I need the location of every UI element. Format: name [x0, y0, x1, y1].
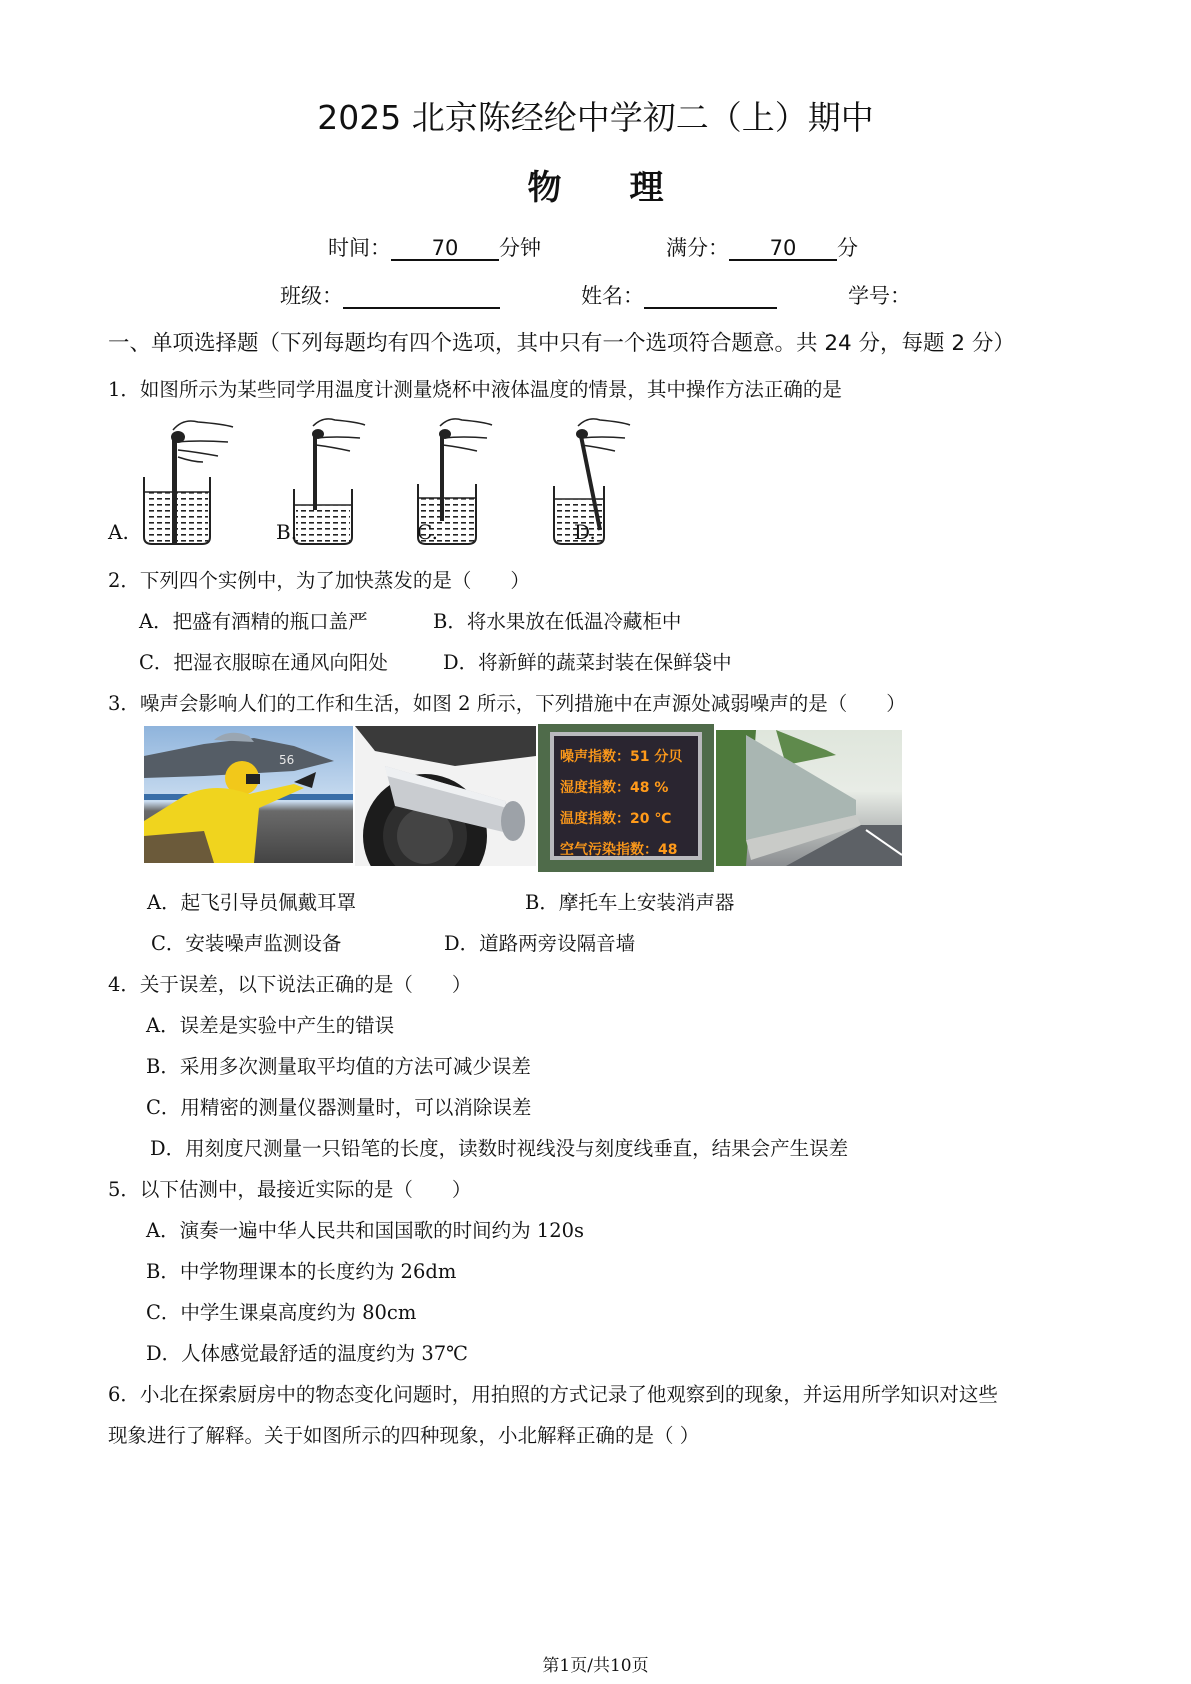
- option-label: A．: [147, 891, 181, 914]
- question-5: [108, 1174, 471, 1202]
- subject-char: 物: [527, 168, 562, 208]
- option-label: A．: [139, 610, 173, 633]
- question-2: [108, 565, 530, 593]
- option-text: 用刻度尺测量一只铅笔的长度，读数时视线没与刻度线垂直，结果会产生误差: [185, 1137, 849, 1160]
- id-field: [848, 280, 911, 310]
- option-text: 把湿衣服晾在通风向阳处: [173, 651, 388, 674]
- sound-barrier-icon: [716, 730, 902, 866]
- option-label: B．: [146, 1055, 180, 1078]
- question-number: 1．: [108, 378, 140, 401]
- question-text: 关于误差，以下说法正确的是（ ）: [139, 973, 472, 996]
- option-d[interactable]: [443, 647, 732, 675]
- question-number: 4．: [108, 973, 140, 996]
- jet-and-crew-icon: [144, 726, 353, 863]
- option-label: D．: [146, 1342, 182, 1365]
- name-label: 姓名：: [581, 284, 644, 308]
- figure-label-d: D.: [574, 520, 596, 544]
- option-a[interactable]: [139, 606, 368, 634]
- option-text: 用精密的测量仪器测量时，可以消除误差: [180, 1096, 532, 1119]
- subject-title: [0, 160, 1191, 209]
- question-text: 噪声会影响人们的工作和生活，如图 2 所示，下列措施中在声源处减弱噪声的是（ ）: [139, 692, 906, 715]
- option-label: D．: [150, 1137, 186, 1160]
- photo-sound-barrier: [716, 730, 902, 866]
- question-number: 5．: [108, 1178, 140, 1201]
- sign-air-quality: 空气污染指数：48: [560, 842, 678, 858]
- option-c[interactable]: [146, 1092, 531, 1120]
- exam-title: 2025 北京陈经纶中学初二（上）期中: [317, 98, 874, 137]
- question-3: [108, 688, 906, 716]
- question-6: [108, 1379, 998, 1407]
- thermometer-figure: [108, 412, 708, 547]
- option-text: 将新鲜的蔬菜封装在保鲜袋中: [478, 651, 732, 674]
- class-input[interactable]: [343, 285, 500, 309]
- question-number: 2．: [108, 569, 140, 592]
- question-text: 下列四个实例中，为了加快蒸发的是（ ）: [139, 569, 530, 592]
- photo-noise-monitor: [538, 724, 714, 872]
- name-input[interactable]: [644, 285, 777, 309]
- photo-flight-deck: [144, 726, 353, 863]
- question-text: 如图所示为某些同学用温度计测量烧杯中液体温度的情景，其中操作方法正确的是: [139, 378, 842, 401]
- question-number: 3．: [108, 692, 140, 715]
- option-label: C．: [151, 932, 186, 955]
- figure-label-c: C.: [417, 520, 438, 544]
- option-d[interactable]: [150, 1133, 848, 1161]
- class-field: [280, 280, 500, 310]
- option-text: 中学生课桌高度约为 80cm: [180, 1301, 417, 1324]
- option-text: 采用多次测量取平均值的方法可减少误差: [179, 1055, 531, 1078]
- option-label: B．: [525, 891, 559, 914]
- option-text: 人体感觉最舒适的温度约为 37℃: [181, 1342, 468, 1365]
- svg-text:56: 56: [279, 753, 295, 767]
- option-b[interactable]: [525, 887, 734, 915]
- score-value: 70: [729, 237, 837, 261]
- question-1: [108, 374, 842, 402]
- option-text: 把盛有酒精的瓶口盖严: [172, 610, 368, 633]
- option-b[interactable]: [433, 606, 681, 634]
- question-text-line1: 小北在探索厨房中的物态变化问题时，用拍照的方式记录了他观察到的现象，并运用所学知识对这些: [139, 1383, 998, 1406]
- option-text: 摩托车上安装消声器: [558, 891, 735, 914]
- option-text: 中学物理课本的长度约为 26dm: [179, 1260, 457, 1283]
- option-d[interactable]: [146, 1338, 468, 1366]
- option-label: C．: [139, 651, 174, 674]
- option-label: B．: [146, 1260, 180, 1283]
- option-b[interactable]: [146, 1051, 531, 1079]
- figure-label-b: B.: [276, 520, 298, 544]
- subject-char: 理: [629, 168, 664, 208]
- option-label: D．: [444, 932, 480, 955]
- option-text: 道路两旁设隔音墙: [479, 932, 636, 955]
- question-text: 以下估测中，最接近实际的是（ ）: [139, 1178, 472, 1201]
- question-6-continued: 现象进行了解释。关于如图所示的四种现象，小北解释正确的是（ ）: [108, 1424, 700, 1447]
- page-indicator: 第1页/共10页: [542, 1656, 649, 1676]
- option-label: A．: [146, 1219, 180, 1242]
- option-text: 误差是实验中产生的错误: [179, 1014, 395, 1037]
- class-label: 班级：: [280, 284, 343, 308]
- muffler-icon: [355, 726, 536, 866]
- name-field: [581, 280, 777, 310]
- option-d[interactable]: [444, 928, 635, 956]
- score-label: 满分：: [666, 236, 729, 260]
- score-unit: 分: [837, 236, 858, 260]
- option-a[interactable]: [146, 1215, 584, 1243]
- option-label: D．: [443, 651, 479, 674]
- sign-noise: 噪声指数：51 分贝: [560, 749, 683, 765]
- sign-temperature: 温度指数：20 ℃: [560, 811, 672, 827]
- option-c[interactable]: [151, 928, 341, 956]
- question-4: [108, 969, 471, 997]
- sign-humidity: 湿度指数：48 %: [560, 780, 669, 796]
- option-text: 演奏一遍中华人民共和国国歌的时间约为 120s: [179, 1219, 585, 1242]
- section-title: 一、单项选择题（下列每题均有四个选项，其中只有一个选项符合题意。共 24 分，每题 2 分）: [108, 331, 1015, 356]
- photo-motorcycle-muffler: [355, 726, 536, 866]
- time-value: 70: [391, 237, 499, 261]
- time-unit: 分钟: [499, 236, 541, 260]
- option-text: 将水果放在低温冷藏柜中: [466, 610, 682, 633]
- score-field: [666, 232, 858, 262]
- option-label: C．: [146, 1301, 181, 1324]
- option-c[interactable]: [139, 647, 388, 675]
- time-field: [328, 232, 541, 262]
- option-label: B．: [433, 610, 467, 633]
- option-text: 安装噪声监测设备: [185, 932, 342, 955]
- question-number: 6．: [108, 1383, 140, 1406]
- option-text: 起飞引导员佩戴耳罩: [180, 891, 357, 914]
- option-c[interactable]: [146, 1297, 416, 1325]
- id-label: 学号：: [848, 284, 911, 308]
- led-display: [550, 732, 702, 860]
- option-a[interactable]: [147, 887, 356, 915]
- option-label: A．: [146, 1014, 180, 1037]
- figure-label-a: A.: [108, 520, 129, 544]
- option-b[interactable]: [146, 1256, 456, 1284]
- option-label: C．: [146, 1096, 181, 1119]
- thermometer-beaker-icon: [108, 412, 708, 547]
- time-label: 时间：: [328, 236, 391, 260]
- option-a[interactable]: [146, 1010, 394, 1038]
